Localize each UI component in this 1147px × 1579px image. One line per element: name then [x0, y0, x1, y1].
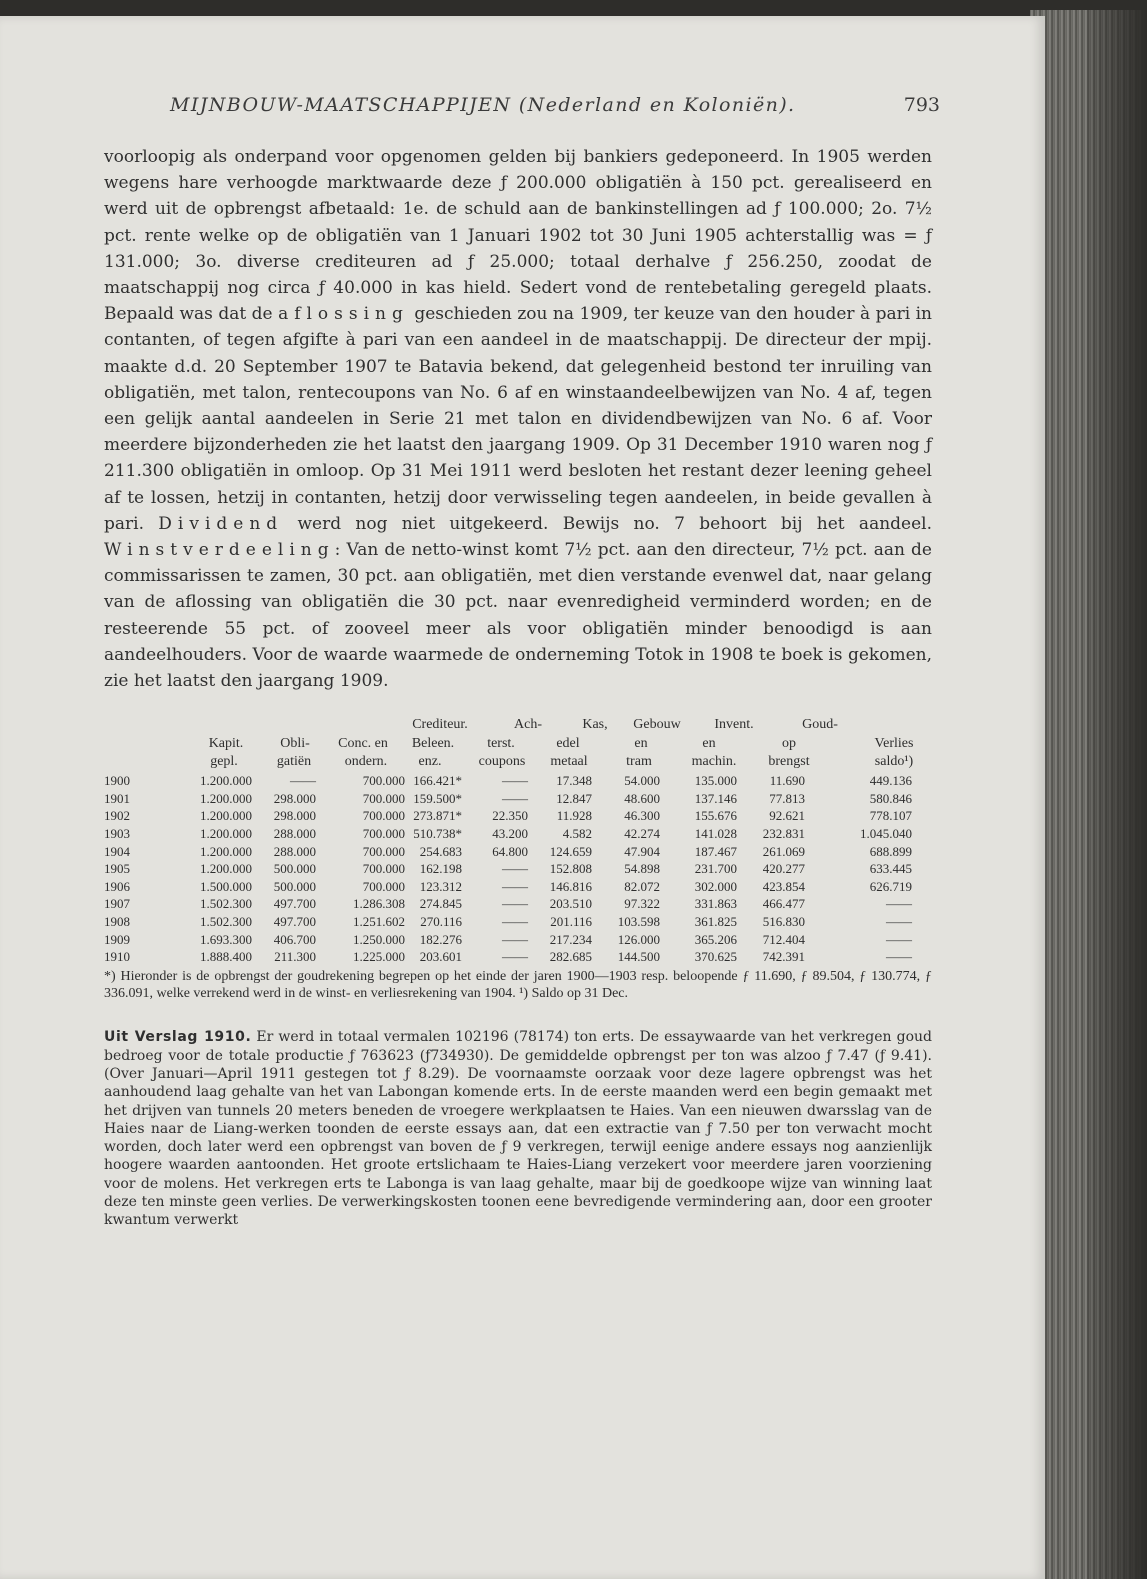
value-cell: 1.888.400 [200, 949, 252, 965]
value-cell: —— [502, 931, 528, 947]
value-cell: 17.348 [556, 773, 592, 789]
column-header-label: Obli- [280, 735, 310, 751]
value-cell: 144.500 [617, 949, 660, 965]
table-footnote: *) Hieronder is de opbrengst der goudrekening begrepen op het einde der jaren 1900—1903 resp. beloopende ƒ 11.690, ƒ 89.504, ƒ 130.774, ƒ 336.091, welke verrekend werd in de winst- en verliesrekening van 1904. ¹) Saldo op 31 Dec. [104, 968, 932, 1002]
value-cell: 406.700 [273, 931, 316, 947]
year-cell: 1907 [104, 896, 130, 912]
column-header-label: edel [556, 735, 580, 751]
table-row [104, 772, 932, 790]
value-cell: 211.300 [274, 949, 316, 965]
column-header-label: Kapit. [208, 735, 244, 751]
value-cell: 298.000 [273, 808, 316, 824]
value-cell: 497.700 [273, 914, 316, 930]
value-cell: 516.830 [762, 914, 805, 930]
value-cell: 166.421* [413, 773, 462, 789]
column-header-label: saldo¹) [874, 754, 914, 770]
column-header-label: Kas, [582, 717, 608, 733]
value-cell: 126.000 [617, 931, 660, 947]
value-cell: 700.000 [362, 843, 405, 859]
column-header-label: Crediteur. [412, 717, 468, 733]
value-cell: 500.000 [273, 878, 316, 894]
value-cell: 1.502.300 [200, 896, 252, 912]
spaced-term-dividend: Dividend [158, 513, 284, 534]
value-cell: 1.045.040 [860, 826, 912, 842]
value-cell: 203.601 [419, 949, 462, 965]
value-cell: 626.719 [869, 878, 912, 894]
value-cell: —— [886, 931, 912, 947]
value-cell: 370.625 [694, 949, 737, 965]
column-header-label: Invent. [714, 717, 754, 733]
table-row [104, 948, 932, 966]
value-cell: 700.000 [362, 861, 405, 877]
value-cell: 82.072 [624, 878, 660, 894]
value-cell: 11.690 [769, 773, 805, 789]
table-row [104, 878, 932, 896]
value-cell: 137.146 [694, 790, 737, 806]
value-cell: 466.477 [762, 896, 805, 912]
value-cell: 124.659 [549, 843, 592, 859]
value-cell: 1.200.000 [200, 843, 252, 859]
value-cell: 12.847 [556, 790, 592, 806]
value-cell: 1.500.000 [200, 878, 252, 894]
value-cell: 274.845 [419, 896, 462, 912]
report-paragraph [104, 1028, 932, 1229]
value-cell: 700.000 [362, 790, 405, 806]
value-cell: 77.813 [769, 790, 805, 806]
spaced-term-winstverdeeling: Winstverdeeling [104, 540, 335, 561]
year-cell: 1903 [104, 826, 130, 842]
page-number: 793 [903, 94, 940, 116]
value-cell: 162.198 [419, 861, 462, 877]
column-header-label: tram [626, 754, 652, 770]
value-cell: 42.274 [624, 826, 660, 842]
value-cell: 64.800 [492, 843, 528, 859]
table-row [104, 931, 932, 949]
value-cell: 92.621 [769, 808, 805, 824]
value-cell: 201.116 [550, 914, 592, 930]
value-cell: 47.904 [624, 843, 660, 859]
value-cell: 270.116 [420, 914, 462, 930]
year-cell: 1910 [104, 949, 130, 965]
value-cell: 273.871* [413, 808, 462, 824]
column-header-label: en [702, 735, 716, 751]
year-cell: 1904 [104, 843, 130, 859]
value-cell: 4.582 [562, 826, 592, 842]
value-cell: 1.693.300 [200, 931, 252, 947]
value-cell: 203.510 [549, 896, 592, 912]
value-cell: 182.276 [419, 931, 462, 947]
value-cell: 633.445 [869, 861, 912, 877]
value-cell: 135.000 [694, 773, 737, 789]
value-cell: 580.846 [869, 790, 912, 806]
value-cell: 48.600 [624, 790, 660, 806]
value-cell: 1.286.308 [353, 896, 405, 912]
year-cell: 1901 [104, 790, 130, 806]
running-title: MIJNBOUW-MAATSCHAPPIJEN (Nederland en Koloniën). [170, 94, 796, 116]
value-cell: 778.107 [869, 808, 912, 824]
value-cell: —— [502, 914, 528, 930]
value-cell: 123.312 [419, 878, 462, 894]
column-header-label: Beleen. [411, 735, 455, 751]
value-cell: 298.000 [273, 790, 316, 806]
value-cell: 700.000 [362, 808, 405, 824]
column-header-label: op [782, 735, 796, 751]
value-cell: 232.831 [762, 826, 805, 842]
value-cell: 1.502.300 [200, 914, 252, 930]
column-header-label: Ach- [514, 717, 542, 733]
value-cell: —— [502, 896, 528, 912]
value-cell: 1.225.000 [353, 949, 405, 965]
table-row [104, 825, 932, 843]
value-cell: 1.250.000 [353, 931, 405, 947]
table-header-row [104, 716, 932, 735]
value-cell: 11.928 [556, 808, 592, 824]
column-header-label: en [634, 735, 648, 751]
value-cell: 1.200.000 [200, 790, 252, 806]
year-cell: 1902 [104, 808, 130, 824]
value-cell: 700.000 [362, 878, 405, 894]
table-row [104, 807, 932, 825]
table-row [104, 860, 932, 878]
year-cell: 1905 [104, 861, 130, 877]
value-cell: 510.738* [413, 826, 462, 842]
page-body [104, 144, 932, 1244]
table-header-row [104, 735, 932, 754]
year-cell: 1906 [104, 878, 130, 894]
value-cell: 146.816 [549, 878, 592, 894]
value-cell: 1.200.000 [200, 773, 252, 789]
column-header-label: ondern. [344, 754, 388, 770]
value-cell: 1.200.000 [200, 808, 252, 824]
value-cell: 365.206 [694, 931, 737, 947]
value-cell: 288.000 [273, 843, 316, 859]
year-cell: 1908 [104, 914, 130, 930]
value-cell: 231.700 [694, 861, 737, 877]
value-cell: 1.251.602 [353, 914, 405, 930]
value-cell: —— [502, 790, 528, 806]
value-cell: 54.000 [624, 773, 660, 789]
value-cell: 1.200.000 [200, 826, 252, 842]
value-cell: —— [502, 861, 528, 877]
body-paragraph [104, 144, 932, 694]
value-cell: 254.683 [419, 843, 462, 859]
value-cell: —— [502, 773, 528, 789]
column-header-label: gepl. [210, 754, 238, 770]
table-row [104, 790, 932, 808]
value-cell: 361.825 [694, 914, 737, 930]
table-row [104, 843, 932, 861]
value-cell: 261.069 [762, 843, 805, 859]
value-cell: 282.685 [549, 949, 592, 965]
table-header-row [104, 753, 932, 772]
value-cell: 423.854 [762, 878, 805, 894]
text-run: voorloopig als onderpand voor opgenomen gelden bij bankiers gedeponeerd. In 1905 werden wegens hare verhoogde marktwaarde deze ƒ 200.000 obligatiën à 150 pct. gerealiseerd en werd uit de opbrengst afbetaald: 1e. de schuld aan de bankinstellingen ad ƒ 100.000; 2o. 7½ pct. rente welke op de obligatiën van 1 Januari 1902 tot 30 Juni 1905 achterstallig was = ƒ 131.000; 3o. diverse crediteuren ad ƒ 25.000; totaal derhalve ƒ 256.250, zoodat de maatschappij nog circa ƒ 40.000 in kas hield. Sedert vond de rentebetaling geregeld plaats. Bepaald was dat de [104, 147, 932, 325]
column-header-label: Goud- [802, 717, 838, 733]
value-cell: 712.404 [762, 931, 805, 947]
table-body [104, 772, 932, 966]
column-header-label: Verlies [874, 735, 914, 751]
spaced-term-aflossing: aflossing [278, 304, 409, 325]
text-run: : Van de netto-winst komt 7½ pct. aan den directeur, 7½ pct. aan de commissarissen te zamen, 30 pct. aan obligatiën, met dien verstande evenwel dat, naar gelang van de aflossing van obligatiën die 30 pct. naar evenredigheid verminderd worden; en de resteerende 55 pct. of zooveel meer als voor obligatiën minder benoodigd is aan aandeelhouders. Voor de waarde waarmede de onderneming Totok in 1908 te boek is gekomen, zie het laatst den jaargang 1909. [104, 540, 932, 692]
value-cell: 500.000 [273, 861, 316, 877]
column-header-label: machin. [691, 754, 737, 770]
table-row [104, 913, 932, 931]
column-header-label: terst. [487, 735, 515, 751]
column-header-label: brengst [768, 754, 810, 770]
value-cell: —— [502, 878, 528, 894]
value-cell: 43.200 [492, 826, 528, 842]
value-cell: 331.863 [694, 896, 737, 912]
value-cell: —— [886, 896, 912, 912]
value-cell: 159.500* [413, 790, 462, 806]
column-header-label: gatiën [276, 754, 312, 770]
value-cell: 1.200.000 [200, 861, 252, 877]
value-cell: 54.898 [624, 861, 660, 877]
value-cell: 46.300 [624, 808, 660, 824]
value-cell: 449.136 [869, 773, 912, 789]
value-cell: 497.700 [273, 896, 316, 912]
value-cell: —— [502, 949, 528, 965]
column-header-label: metaal [550, 754, 588, 770]
value-cell: 700.000 [362, 826, 405, 842]
text-run: werd nog niet uitgekeerd. Bewijs no. 7 behoort bij het aandeel. [283, 513, 932, 534]
value-cell: 302.000 [694, 878, 737, 894]
table-header [104, 716, 932, 772]
value-cell: 187.467 [694, 843, 737, 859]
value-cell: 22.350 [492, 808, 528, 824]
column-header-label: enz. [418, 754, 442, 770]
year-cell: 1909 [104, 931, 130, 947]
year-cell: 1900 [104, 773, 130, 789]
value-cell: 688.899 [869, 843, 912, 859]
value-cell: 103.598 [617, 914, 660, 930]
value-cell: 152.808 [549, 861, 592, 877]
report-text: Er werd in totaal vermalen 102196 (78174) ton erts. De essaywaarde van het verkregen goud bedroeg voor de totale productie ƒ 763623 (ƒ734930). De gemiddelde opbrengst per ton was alzoo ƒ 7.47 (ƒ 9.41). (Over Januari—April 1911 gestegen tot ƒ 8.29). De voornaamste oorzaak voor deze lagere opbrengst was het aanhoudend laag gehalte van het van Labongan komende erts. In de eerste maanden werd een begin gemaakt met het drijven van tunnels 20 meters beneden de vroegere werkplaatsen te Haies. Van een nieuwen dwarsslag van de Haies naar de Liang-werken toonden de eerste essays aan, dat een extractie van ƒ 7.50 per ton verwacht mocht worden, doch later werd een opbrengst van boven de ƒ 9 verkregen, terwijl eenige andere essays nog aanzienlijk hoogere waarden aantoonden. Het groote ertslichaam te Haies-Liang verzekert voor meerdere jaren voorziening voor de molens. Het verkregen erts te Labonga is van laag gehalte, maar bij de goedkoope wijze van winning laat deze ten minste geen verlies. De verwerkingskosten toonen eene bevredigende vermindering aan, door een grooter kwantum verwerkt [104, 1029, 932, 1229]
value-cell: 97.322 [624, 896, 660, 912]
value-cell: 700.000 [362, 773, 405, 789]
value-cell: —— [886, 914, 912, 930]
table-row [104, 895, 932, 913]
value-cell: —— [290, 773, 316, 789]
value-cell: 155.676 [694, 808, 737, 824]
running-header [170, 94, 940, 120]
value-cell: 141.028 [694, 826, 737, 842]
value-cell: —— [886, 949, 912, 965]
value-cell: 217.234 [549, 931, 592, 947]
value-cell: 742.391 [762, 949, 805, 965]
report-lead: Uit Verslag 1910. [104, 1029, 252, 1046]
financial-table [104, 716, 932, 1002]
column-header-label: Gebouw [633, 717, 681, 733]
value-cell: 288.000 [273, 826, 316, 842]
value-cell: 420.277 [762, 861, 805, 877]
text-run: geschieden zou na 1909, ter keuze van den houder à pari in contanten, of tegen afgifte à pari van een aandeel in de maatschappij. De directeur der mpij. maakte d.d. 20 September 1907 te Batavia bekend, dat gelegenheid bestond ter inruiling van obligatiën, met talon, rentecoupons van No. 6 af en winstaandeelbewijzen van No. 4 af, tegen een gelijk aantal aandeelen in Serie 21 met talon en dividendbewijzen van No. 6 af. Voor meerdere bijzonderheden zie het laatst den jaargang 1909. Op 31 December 1910 waren nog ƒ 211.300 obligatiën in omloop. Op 31 Mei 1911 werd besloten het restant dezer leening geheel af te lossen, hetzij in contanten, hetzij door verwisseling tegen aandeelen, in beide gevallen à pari. [104, 304, 933, 534]
column-header-label: Conc. en [338, 735, 388, 751]
book-page-edges [1030, 10, 1147, 1579]
column-header-label: coupons [478, 754, 526, 770]
